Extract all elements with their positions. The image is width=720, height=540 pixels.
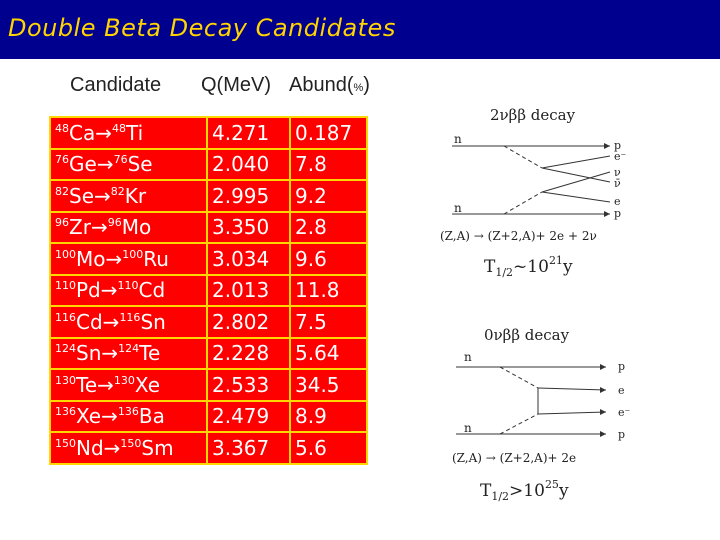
mass-number: 96 (55, 216, 69, 230)
cell-candidate (50, 243, 207, 275)
cell-q-value: 2.533 (207, 369, 290, 401)
cell-abundance: 8.9 (290, 401, 367, 433)
mass-number: 124 (118, 342, 140, 356)
mass-number: 116 (119, 310, 141, 324)
diagram-2nu (432, 92, 640, 284)
cell-abundance: 0.187 (290, 117, 367, 149)
header-abund-close: ) (363, 74, 370, 96)
daughter-element: Sm (141, 435, 174, 460)
mass-number: 100 (122, 247, 144, 261)
cell-abundance: 2.8 (290, 212, 367, 244)
parent-element: Sn (76, 341, 102, 366)
cell-q-value: 2.013 (207, 275, 290, 307)
arrow: → (100, 278, 118, 303)
daughter-element: Sn (140, 309, 166, 334)
diagram-0nu-halflife-sub: 1/2 (491, 490, 510, 503)
arrow: → (97, 372, 114, 397)
mass-number: 48 (55, 121, 69, 135)
header-q: Q(MeV) (201, 74, 271, 96)
diagram-2nu-n2: n (454, 201, 462, 215)
parent-element: Zr (69, 215, 91, 240)
cell-q-value: 2.040 (207, 149, 290, 181)
diagram-0nu-out-2: e⁻ (618, 406, 631, 419)
parent-element: Nd (76, 435, 104, 460)
diagram-0nu-halflife-exp: 25 (544, 478, 559, 491)
parent-element: Mo (76, 246, 106, 271)
cell-candidate (50, 401, 207, 433)
cell-abundance: 9.2 (290, 180, 367, 212)
cell-candidate (50, 275, 207, 307)
header-candidate: Candidate (70, 74, 162, 96)
table-row (50, 306, 367, 338)
table-row (50, 149, 367, 181)
mass-number: 130 (113, 373, 135, 387)
arrow: → (105, 246, 123, 271)
diagram-0nu-out-3: p (618, 428, 626, 441)
mass-number: 130 (55, 373, 76, 387)
table-row (50, 432, 367, 464)
diagram-2nu-n1: n (454, 132, 462, 146)
cell-q-value: 2.228 (207, 338, 290, 370)
cell-candidate (50, 149, 207, 181)
cell-abundance: 11.8 (290, 275, 367, 307)
cell-q-value: 2.995 (207, 180, 290, 212)
header-abund-unit: % (353, 82, 364, 94)
cell-candidate (50, 212, 207, 244)
arrow: → (96, 152, 114, 177)
cell-q-value: 2.802 (207, 306, 290, 338)
daughter-element: Cd (138, 278, 166, 303)
diagram-2nu-halflife-sub: 1/2 (495, 266, 514, 279)
parent-element: Ge (69, 152, 97, 177)
diagram-0nu-lepton (538, 388, 606, 390)
title-bar (0, 0, 720, 59)
cell-q-value: 3.034 (207, 243, 290, 275)
table-row (50, 401, 367, 433)
parent-element: Pd (76, 278, 101, 303)
daughter-element: Xe (134, 372, 160, 397)
parent-element: Te (76, 372, 98, 397)
mass-number: 150 (55, 436, 76, 450)
diagram-0nu-out-1: e (618, 384, 625, 397)
cell-q-value: 3.367 (207, 432, 290, 464)
diagram-2nu-halflife-exp: 21 (548, 254, 563, 267)
parent-element: Cd (76, 309, 103, 334)
cell-abundance: 34.5 (290, 369, 367, 401)
header-abund (289, 74, 370, 97)
diagram-0nu-arrowhead (600, 431, 606, 437)
diagram-2nu-svg (432, 92, 640, 284)
diagram-0nu-halflife-unit: y (558, 481, 569, 501)
mass-number: 124 (55, 342, 76, 356)
mass-number: 110 (117, 279, 139, 293)
cell-candidate (50, 117, 207, 149)
diagram-0nu-equation: (Z,A) → (Z+2,A)+ 2e (452, 451, 577, 465)
daughter-element: Mo (121, 215, 152, 240)
daughter-element: Ti (126, 120, 144, 145)
mass-number: 110 (55, 279, 76, 293)
candidates-table (49, 116, 368, 465)
mass-number: 116 (55, 310, 76, 324)
cell-candidate (50, 306, 207, 338)
page-title: Double Beta Decay Candidates (8, 14, 396, 42)
diagram-0nu-lepton (538, 412, 606, 414)
mass-number: 150 (120, 436, 142, 450)
daughter-element: Te (139, 341, 161, 366)
cell-abundance: 9.6 (290, 243, 367, 275)
parent-element: Ca (69, 120, 96, 145)
arrow: → (101, 404, 118, 429)
arrow: → (94, 183, 111, 208)
diagram-2nu-wboson (504, 146, 542, 168)
diagram-0nu-wboson (500, 414, 538, 434)
table-row (50, 180, 367, 212)
cell-candidate (50, 180, 207, 212)
mass-number: 100 (55, 247, 76, 261)
diagram-2nu-title: 2νββ decay (490, 106, 576, 124)
arrow: → (90, 215, 108, 240)
cell-q-value: 3.350 (207, 212, 290, 244)
diagram-2nu-out-2: ν (614, 166, 621, 179)
daughter-element: Ru (143, 246, 169, 271)
diagram-2nu-halflife-rel: ~10 (513, 257, 549, 277)
cell-abundance: 7.5 (290, 306, 367, 338)
cell-q-value: 4.271 (207, 117, 290, 149)
mass-number: 82 (55, 184, 69, 198)
cell-candidate (50, 432, 207, 464)
table-row (50, 369, 367, 401)
diagram-2nu-arrowhead (604, 211, 610, 217)
diagram-2nu-out-5: p (614, 207, 622, 220)
table-row (50, 243, 367, 275)
cell-q-value: 2.479 (207, 401, 290, 433)
mass-number: 76 (55, 153, 69, 167)
diagram-0nu-svg (438, 318, 640, 518)
diagram-0nu-halflife-rel: >10 (509, 481, 545, 501)
arrow: → (95, 120, 112, 145)
mass-number: 76 (113, 153, 128, 167)
daughter-element: Kr (124, 183, 147, 208)
table-row (50, 212, 367, 244)
mass-number: 136 (55, 405, 76, 419)
diagram-2nu-out-3: ν̄ (614, 177, 621, 190)
mass-number: 82 (110, 184, 125, 198)
diagram-0nu (438, 318, 640, 518)
diagram-2nu-out-0: p (614, 139, 622, 152)
arrow: → (102, 309, 120, 334)
table-row (50, 117, 367, 149)
parent-element: Se (69, 183, 94, 208)
diagram-0nu-wboson (500, 367, 538, 388)
diagram-0nu-halflife (480, 478, 569, 503)
header-abund-label: Abund( (289, 74, 354, 96)
diagram-0nu-halflife-T: T (480, 481, 492, 501)
arrow: → (101, 341, 119, 366)
cell-candidate (50, 369, 207, 401)
mass-number: 96 (107, 216, 122, 230)
cell-abundance: 5.64 (290, 338, 367, 370)
diagram-0nu-out-0: p (618, 360, 626, 373)
cell-candidate (50, 338, 207, 370)
diagram-0nu-arrowhead (600, 364, 606, 370)
diagram-2nu-halflife-T: T (484, 257, 496, 277)
diagram-0nu-title: 0νββ decay (484, 326, 570, 344)
diagram-2nu-lepton (542, 156, 610, 168)
cell-abundance: 5.6 (290, 432, 367, 464)
mass-number: 48 (112, 121, 126, 135)
diagram-0nu-arrowhead (600, 387, 606, 393)
diagram-2nu-lepton (542, 192, 610, 202)
cell-abundance: 7.8 (290, 149, 367, 181)
diagram-2nu-out-1: e⁻ (614, 150, 627, 163)
mass-number: 136 (117, 405, 139, 419)
arrow: → (103, 435, 121, 460)
diagram-2nu-arrowhead (604, 143, 610, 149)
parent-element: Xe (76, 404, 102, 429)
diagram-2nu-halflife (484, 254, 573, 279)
diagram-2nu-equation: (Z,A) → (Z+2,A)+ 2e + 2ν (440, 229, 597, 243)
diagram-0nu-n1: n (464, 350, 472, 364)
diagram-0nu-arrowhead (600, 409, 606, 415)
daughter-element: Se (127, 152, 153, 177)
diagram-2nu-out-4: e (614, 195, 621, 208)
table-row (50, 338, 367, 370)
diagram-2nu-wboson (504, 192, 542, 214)
table-row (50, 275, 367, 307)
daughter-element: Ba (138, 404, 165, 429)
diagram-0nu-n2: n (464, 421, 472, 435)
diagram-2nu-halflife-unit: y (562, 257, 573, 277)
